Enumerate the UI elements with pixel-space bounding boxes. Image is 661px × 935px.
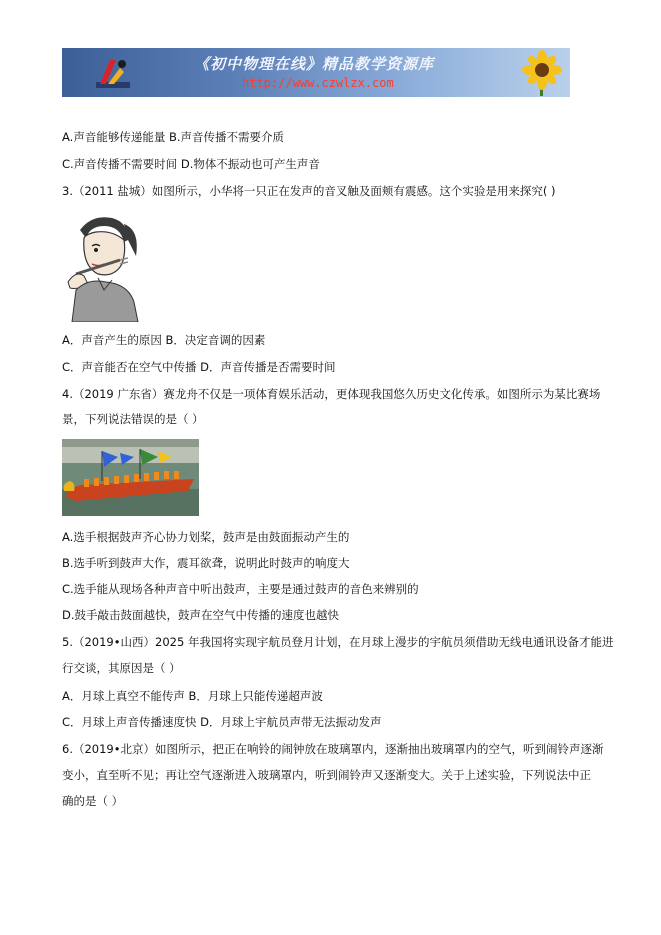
text-line-q5-stem-2: 行交谈，其原因是（ ） [62,661,181,675]
banner-title: 《初中物理在线》精品教学资源库 [194,55,435,73]
header-banner [62,48,570,97]
tuning-fork-girl-figure [62,212,145,322]
text-line-q4-option-a: A.选手根据鼓声齐心协力划桨，鼓声是由鼓面振动产生的 [62,530,350,544]
sunflower-icon [517,50,567,96]
text-line-q4-option-b: B.选手听到鼓声大作，震耳欲聋，说明此时鼓声的响度大 [62,556,350,570]
logo-icon [92,54,132,92]
text-line-q3-stem: 3.（2011 盐城）如图所示，小华将一只正在发声的音叉触及面颊有震感。这个实验是用来探究( ) [62,184,556,198]
text-line-q4-stem-2: 景，下列说法错误的是（ ） [62,412,204,426]
text-line-q4-option-d: D.鼓手敲击鼓面越快，鼓声在空气中传播的速度也越快 [62,608,340,622]
text-line-q3-options-cd: C．声音能否在空气中传播 D．声音传播是否需要时间 [62,360,336,374]
text-line-q5-options-ab: A．月球上真空不能传声 B．月球上只能传递超声波 [62,689,323,703]
text-line-q6-stem-1: 6.（2019•北京）如图所示，把正在响铃的闹钟放在玻璃罩内，逐渐抽出玻璃罩内的空气，听到闹铃声逐渐 [62,742,604,756]
text-line-q3-options-ab: A．声音产生的原因 B．决定音调的因素 [62,333,266,347]
text-line-q4-option-c: C.选手能从现场各种声音中听出鼓声，主要是通过鼓声的音色来辨别的 [62,582,419,596]
banner-url[interactable]: http://www.czwlzx.com [242,76,394,90]
text-line-q4-stem-1: 4.（2019 广东省）赛龙舟不仅是一项体育娱乐活动，更体现我国悠久历史文化传承。如图所示为某比赛场 [62,387,601,401]
text-line-q6-stem-2: 变小，直至听不见；再让空气逐渐进入玻璃罩内，听到闹铃声又逐渐变大。关于上述实验，下列说法中正 [62,768,591,782]
text-line-q2-options-ab: A.声音能够传递能量 B.声音传播不需要介质 [62,130,285,144]
dragon-boat-photo [62,439,199,516]
text-line-q2-options-cd: C.声音传播不需要时间 D.物体不振动也可产生声音 [62,157,320,171]
text-line-q5-options-cd: C．月球上声音传播速度快 D．月球上宇航员声带无法振动发声 [62,715,382,729]
text-line-q6-stem-3: 确的是（ ） [62,794,124,808]
text-line-q5-stem-1: 5.（2019•山西）2025 年我国将实现宇航员登月计划，在月球上漫步的宇航员须借助无线电通讯设备才能进 [62,635,614,649]
